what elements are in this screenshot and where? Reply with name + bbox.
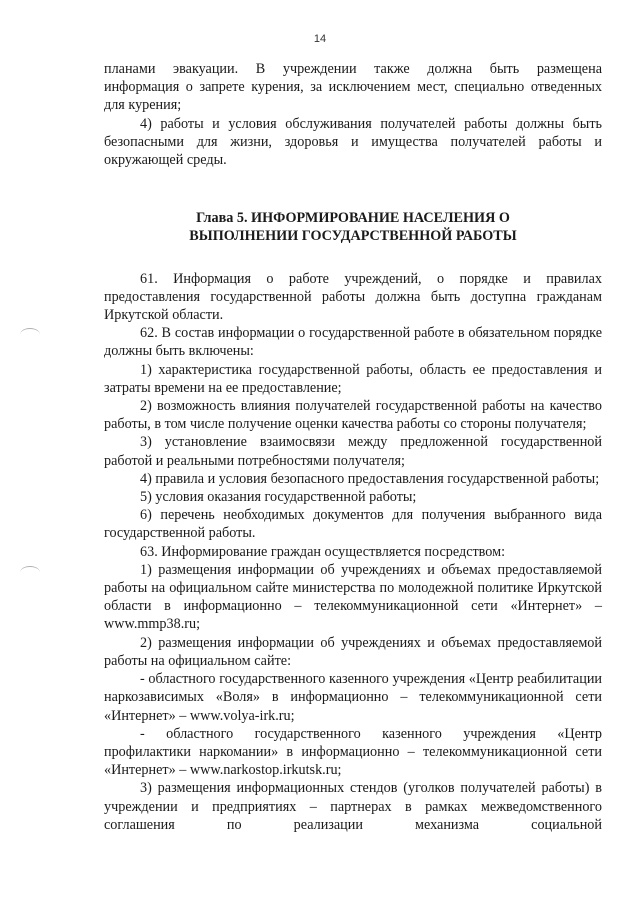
- chapter-heading: [104, 209, 602, 245]
- paragraph-63-item-3: 3) размещения информационных стендов (уголков получателей работы) в учреждении и предприятиях – партнерах в рамках межведомственного соглашения по реализации механизма социальной: [104, 780, 602, 833]
- paragraph-62-item-1: 1) характеристика государственной работы, область ее предоставления и затраты времени на ее предоставление;: [104, 361, 602, 396]
- intro-line-2: информация о запрете курения, за исключением мест, специально отведенных для курения;: [104, 79, 602, 114]
- paragraph-62-item-5: 5) условия оказания государственной работы;: [140, 489, 417, 506]
- paragraph-63-item-2b: - областного государственного казенного учреждения «Центр профилактики наркомании» в информационно – телекоммуникационной сети «Интернет» – www.narkostop.irkutsk.ru;: [104, 725, 602, 779]
- item-4: 4) работы и условия обслуживания получателей работы должны быть безопасными для жизни, здоровья и имущества получателей работы и окружающей среды.: [104, 115, 602, 169]
- paragraph-62: 62. В состав информации о государственной работе в обязательном порядке должны быть включены:: [104, 325, 602, 360]
- paragraph-62-item-6: 6) перечень необходимых документов для получения выбранного вида государственной работы.: [104, 507, 602, 542]
- paragraph-63-item-2a: - областного государственного казенного учреждения «Центр реабилитации наркозависимых «Воля» в информационно – телекоммуникационной сети «Интернет» – www.volya-irk.ru;: [104, 671, 602, 724]
- paragraph-62-item-2: 2) возможность влияния получателей государственной работы на качество работы, в том числе получение оценки качества работы со стороны получателя;: [104, 398, 602, 433]
- paragraph-62-item-4: 4) правила и условия безопасного предоставления государственной работы;: [140, 470, 600, 487]
- page-number: 14: [313, 33, 327, 45]
- document-body: [104, 60, 602, 834]
- chapter-title-line-2: ВЫПОЛНЕНИИ ГОСУДАРСТВЕННОЙ РАБОТЫ: [189, 228, 517, 245]
- chapter-title-line-1: Глава 5. ИНФОРМИРОВАНИЕ НАСЕЛЕНИЯ О: [196, 210, 510, 227]
- paragraph-63: 63. Информирование граждан осуществляется посредством:: [140, 543, 506, 560]
- paragraph-62-item-3: 3) установление взаимосвязи между предложенной государственной работой и реальными потребностями получателя;: [104, 434, 602, 469]
- intro-line-1: планами эвакуации. В учреждении также должна быть размещена: [104, 61, 602, 77]
- punch-hole-mark-bottom: [20, 566, 40, 579]
- paragraph-63-item-2: 2) размещения информации об учреждениях и объемах предоставляемой работы на официальном сайте:: [104, 634, 602, 669]
- paragraph-63-item-1: 1) размещения информации об учреждениях и объемах предоставляемой работы на официальном сайте министерства по молодежной политике Иркутской области в информационно – телекоммуникационной сети «Интернет» – www.mmp38.ru;: [104, 561, 602, 633]
- punch-hole-mark-top: [20, 328, 40, 341]
- paragraph-61: 61. Информация о работе учреждений, о порядке и правилах предоставления государственной работы должна быть доступна гражданам Иркутской области.: [104, 270, 602, 324]
